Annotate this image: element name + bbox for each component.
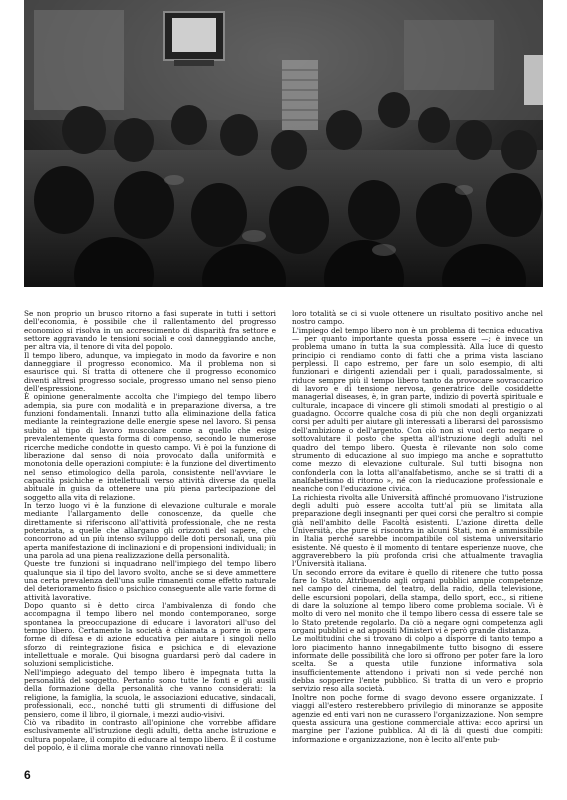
photo-audience-television xyxy=(24,0,543,287)
paragraph: Dopo quanto si è detto circa l'ambivalenza di fondo che accompagna il tempo libero nel mondo contemporaneo, sorge spontanea la preoccupazione di educare i lavoratori all'uso del tempo libero. Certamente la società è chiamata a porre in opera forme di difesa e di azione educativa per aiutare i singoli nello sforzo di reintegrazione fisica e psichica e di elevazione intellettuale e morale. Qui bisogna guardarsi però dal cadere in soluzioni semplicistiche. xyxy=(24,601,276,669)
paragraph: loro totalità se ci si vuole ottenere un risultato positivo anche nel nostro campo. xyxy=(292,309,543,327)
paragraph: Inoltre non poche forme di svago devono essere organizzate. I viaggi all'estero resterebbero privilegio di minoranze se apposite agenzie ed enti vari non ne curassero l'organizzazione. Non sempre questa assicura una gestione commerciale attiva: ecco aprirsi un margine per l'azione pubblica. Al di là di questi due compiti: informazione e organizzazione, non è lecito all'ente pub- xyxy=(292,692,543,744)
paragraph: L'impiego del tempo libero non è un problema di tecnica educativa — per quanto importante questa possa essere —; è invece un problema umano in tutta la sua complessità. Alla luce di questo principio ci rendiamo conto di fatti che a prima vista lasciano perplessi. Il capo estremo, per fare un solo esempio, di alti funzionari e dirigenti aziendali per i quali, paradossalmente, si riduce sempre più il tempo libero tanto da provocare sovraccarico di lavoro e di tensione nervosa, generatrice delle cosiddette managerial diseases, è, in gran parte, indizio di povertà spirituale e culturale, incapace di vincere gli stimoli smodati al prestigio o al guadagno. Occorre qualche cosa di più che non degli organizzati corsi per adulti per aiutare gli interessati a liberarsi del parossismo dell'ambizione o dell'argento. Con ciò non si vuol certo negare o sottovalutare il posto che spetta all'istruzione degli adulti nel quadro del tempo libero. Questa è rilevante non solo come strumento di educazione al suo impiego ma anche e soprattutto come mezzo di elevazione culturale. Sul tutti bisogna non confonderla con la lotta all'analfabetismo, anche se si tratti di a analfabetismo di ritorno », né con la rieducazione professionale e neanche con l'educazione civica. xyxy=(292,325,543,494)
paragraph: In terzo luogo vi è la funzione di elevazione culturale e morale mediante l'allargamento delle conoscenze, da quelle che direttamente si riferiscono all'attività professionale, che ne resta potenziata, a quelle che allargano gli orizzonti del sapere, che concorrono ad un più intenso sviluppo delle doti personali, una più aperta manifestazione di inclinazioni e di propensioni individuali; in una parola ad una piena realizzazione della personalità. xyxy=(24,500,276,560)
audience-watching-television-photo-icon xyxy=(24,0,543,287)
paragraph: Se non proprio un brusco ritorno a fasi superate in tutti i settori dell'economia, è possibile che il rallentamento del progresso economico si risolva in un accrescimento di disparità fra settore e settore aggravando le tensioni sociali e così danneggiando anche, per altra via, il tenore di vita del popolo. xyxy=(24,309,276,352)
left-text-column xyxy=(24,310,276,752)
paragraph: Queste tre funzioni si inquadrano nell'impiego del tempo libero qualunque sia il tipo del lavoro svolto, anche se si deve ammettere una certa prevalenza dell'una sulle rimanenti come effetto naturale del deterioramento fisico o psichico conseguente alle varie forme di attività lavorative. xyxy=(24,559,276,602)
right-text-column xyxy=(292,310,543,744)
paragraph: Un secondo errore da evitare è quello di ritenere che tutto possa fare lo Stato. Attribuendo agli organi pubblici ampie competenze nel campo del cinema, del teatro, della radio, della televisione, delle escursioni popolari, della stampa, dello sport, ecc., si ritiene di dare la soluzione al tempo libero come problema sociale. Vi è molto di vero nel monito che il tempo libero cessa di essere tale se lo Stato pretende regolarlo. Da ciò a negare ogni competenza agli organi pubblici e ad appositi Ministeri vi è però grande distanza. xyxy=(292,567,543,636)
page-number: 6 xyxy=(24,768,31,782)
paragraph: Ciò va ribadito in contrasto all'opinione che vorrebbe affidare esclusivamente all'istruzione degli adulti, detta anche istruzione e cultura popolare, il compito di educare al tempo libero. È il costume del popolo, è il clima morale che vanno rinnovati nella xyxy=(24,717,276,752)
paragraph: Nell'impiego adeguato del tempo libero è impegnata tutta la personalità del soggetto. Pertanto sono tutte le fonti e gli ausili della formazione della personalità che vanno considerati: la religione, la famiglia, la scuola, le associazioni educative, sindacali, professionali, ecc., nonché tutti gli strumenti di diffusione del pensiero, come il libro, il giornale, i mezzi audio-visivi. xyxy=(24,667,276,719)
paragraph: Le moltitudini che si trovano di colpo a disporre di tanto tempo a loro piacimento hanno innegabilmente tutto bisogno di essere informate delle possibilità che loro si offrono per poter fare la loro scelta. Se a questa utile funzione informativa sola insufficientemente attendono i privati non si vede perché non debba sopperire l'ente pubblico. Si tratta di un vero e proprio servizio reso alla società. xyxy=(292,634,543,694)
paragraph: Il tempo libero, adunque, va impiegato in modo da favorire e non danneggiare il progresso economico. Ma il problema non si esaurisce qui. Si tratta di ottenere che il progresso economico diventi altresì progresso sociale, progresso umano nel senso pieno dell'espressione. xyxy=(24,350,276,394)
paragraph: È opinione generalmente accolta che l'impiego del tempo libero adempia, sia pure con modalità e in preparazione diversa, a tre funzioni fondamentali. Innanzi tutto alla eliminazione della fatica mediante la reintegrazione delle energie spese nel lavoro. Si pensa subito al tipo di lavoro muscolare come a quello che esige prevalentemente questa forma di compenso, secondo le numerose ricerche mediche condotte in questo campo. Vi è poi la funzione di liberazione dal senso di noia provocato dalla uniformità e monotonia delle operazioni compiute: è la funzione del divertimento nel senso etimologico della parola, consistente nell'avviare le capacità psichiche e intellettuali verso attività diverse da quella abituale in guisa da ottenere una più piena partecipazione del soggetto alla vita di relazione. xyxy=(24,392,276,502)
paragraph: La richiesta rivolta alle Università affinché promuovano l'istruzione degli adulti può essere accolta tutt'al più se limitata alla preparazione degli insegnanti per quei corsi che peraltro si compie già nell'ambito delle Facoltà esistenti. L'azione diretta delle Università, che pure si riscontra in alcuni Stati, non è ammissibile in Italia perché sarebbe incompatibile col sistema universitario esistente. Né questo è il momento di tentare esperienze nuove, che aggraverebbero la più profonda crisi che attualmente travaglia l'Università italiana. xyxy=(292,492,543,569)
